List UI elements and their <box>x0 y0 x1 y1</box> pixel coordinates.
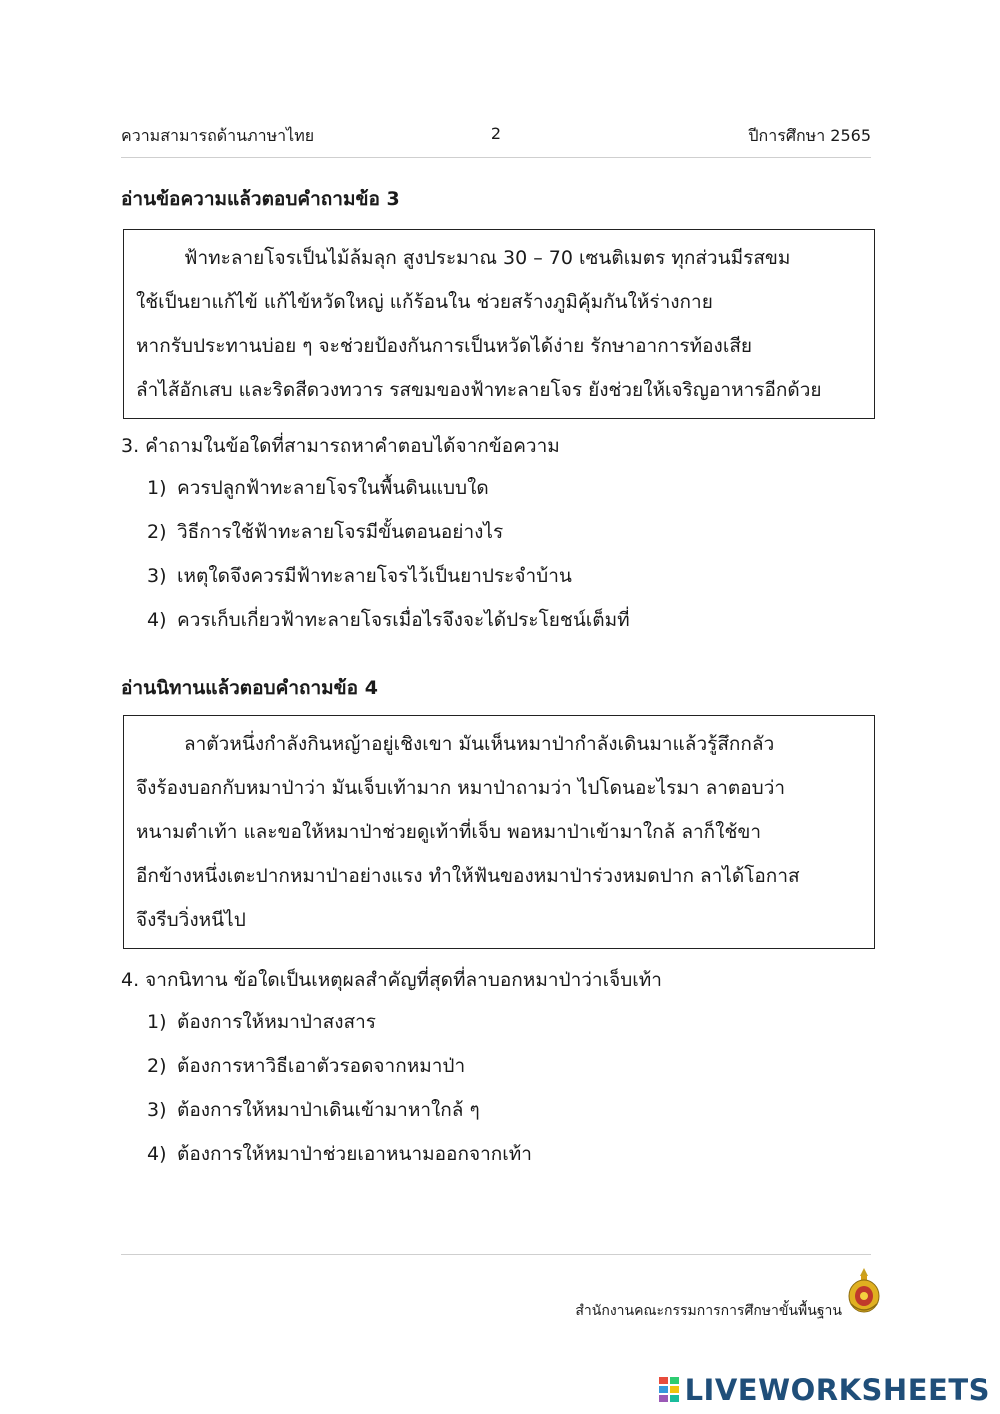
question-3: 3. คำถามในข้อใดที่สามารถหาคำตอบได้จากข้อความ <box>121 435 560 457</box>
option-item[interactable] <box>147 510 630 554</box>
question-4-options <box>147 1000 532 1176</box>
option-item[interactable] <box>147 466 630 510</box>
passage-line: จึงร้องบอกกับหมาป่าว่า มันเจ็บเท้ามาก หมาป่าถามว่า ไปโดนอะไรมา ลาตอบว่า <box>136 777 786 799</box>
liveworksheets-watermark <box>659 1372 990 1408</box>
passage-line: ใช้เป็นยาแก้ไข้ แก้ไข้หวัดใหญ่ แก้ร้อนใน ช่วยสร้างภูมิคุ้มกันให้ร่างกาย <box>136 291 713 313</box>
option-text: ควรเก็บเกี่ยวฟ้าทะลายโจรเมื่อไรจึงจะได้ประโยชน์เต็มที่ <box>177 609 630 631</box>
footer-divider <box>121 1254 871 1255</box>
passage-line: ลำไส้อักเสบ และริดสีดวงทวาร รสขมของฟ้าทะลายโจร ยังช่วยให้เจริญอาหารอีกด้วย <box>136 379 822 401</box>
option-text: ต้องการให้หมาป่าช่วยเอาหนามออกจากเท้า <box>177 1143 532 1165</box>
option-number: 1) <box>147 477 167 499</box>
option-text: เหตุใดจึงควรมีฟ้าทะลายโจรไว้เป็นยาประจำบ้าน <box>177 565 572 587</box>
passage-line: อีกข้างหนึ่งเตะปากหมาป่าอย่างแรง ทำให้ฟันของหมาป่าร่วงหมดปาก ลาได้โอกาส <box>136 865 800 887</box>
option-text: ต้องการให้หมาป่าเดินเข้ามาหาใกล้ ๆ <box>177 1099 480 1121</box>
section-4-passage-box <box>123 715 875 949</box>
option-item[interactable] <box>147 1132 532 1176</box>
header-academic-year: ปีการศึกษา 2565 <box>748 126 871 145</box>
passage-line: ฟ้าทะลายโจรเป็นไม้ล้มลุก สูงประมาณ 30 – 70 เซนติเมตร ทุกส่วนมีรสขม <box>184 247 791 269</box>
passage-line: หนามตำเท้า และขอให้หมาป่าช่วยดูเท้าที่เจ็บ พอหมาป่าเข้ามาใกล้ ลาก็ใช้ขา <box>136 821 761 843</box>
option-text: ควรปลูกฟ้าทะลายโจรในพื้นดินแบบใด <box>177 477 489 499</box>
obec-seal-icon <box>846 1266 882 1316</box>
header-subject: ความสามารถด้านภาษาไทย <box>121 126 315 145</box>
option-number: 3) <box>147 565 167 587</box>
option-text: ต้องการหาวิธีเอาตัวรอดจากหมาป่า <box>177 1055 466 1077</box>
liveworksheets-logo-icon <box>659 1377 679 1403</box>
question-4: 4. จากนิทาน ข้อใดเป็นเหตุผลสำคัญที่สุดที่ลาบอกหมาป่าว่าเจ็บเท้า <box>121 969 662 991</box>
section-3-title: อ่านข้อความแล้วตอบคำถามข้อ 3 <box>121 188 400 210</box>
option-text: วิธีการใช้ฟ้าทะลายโจรมีขั้นตอนอย่างไร <box>177 521 504 543</box>
page-number: 2 <box>490 124 502 143</box>
option-item[interactable] <box>147 598 630 642</box>
option-number: 4) <box>147 1143 167 1165</box>
option-item[interactable] <box>147 1088 532 1132</box>
option-number: 2) <box>147 521 167 543</box>
option-number: 2) <box>147 1055 167 1077</box>
option-number: 3) <box>147 1099 167 1121</box>
section-4-title: อ่านนิทานแล้วตอบคำถามข้อ 4 <box>121 677 378 699</box>
section-3-passage-box <box>123 229 875 419</box>
header-divider <box>121 157 871 158</box>
page-header <box>121 124 871 150</box>
question-3-options <box>147 466 630 642</box>
option-number: 1) <box>147 1011 167 1033</box>
passage-line: ลาตัวหนึ่งกำลังกินหญ้าอยู่เชิงเขา มันเห็นหมาป่ากำลังเดินมาแล้วรู้สึกกลัว <box>184 733 775 755</box>
option-number: 4) <box>147 609 167 631</box>
passage-line: จึงรีบวิ่งหนีไป <box>136 909 246 931</box>
option-text: ต้องการให้หมาป่าสงสาร <box>177 1011 376 1033</box>
option-item[interactable] <box>147 1000 532 1044</box>
option-item[interactable] <box>147 1044 532 1088</box>
passage-line: หากรับประทานบ่อย ๆ จะช่วยป้องกันการเป็นหวัดได้ง่าย รักษาอาการท้องเสีย <box>136 335 753 357</box>
option-item[interactable] <box>147 554 630 598</box>
footer-office-name: สำนักงานคณะกรรมการการศึกษาขั้นพื้นฐาน <box>575 1303 842 1319</box>
liveworksheets-wordmark: LIVEWORKSHEETS <box>684 1373 990 1407</box>
